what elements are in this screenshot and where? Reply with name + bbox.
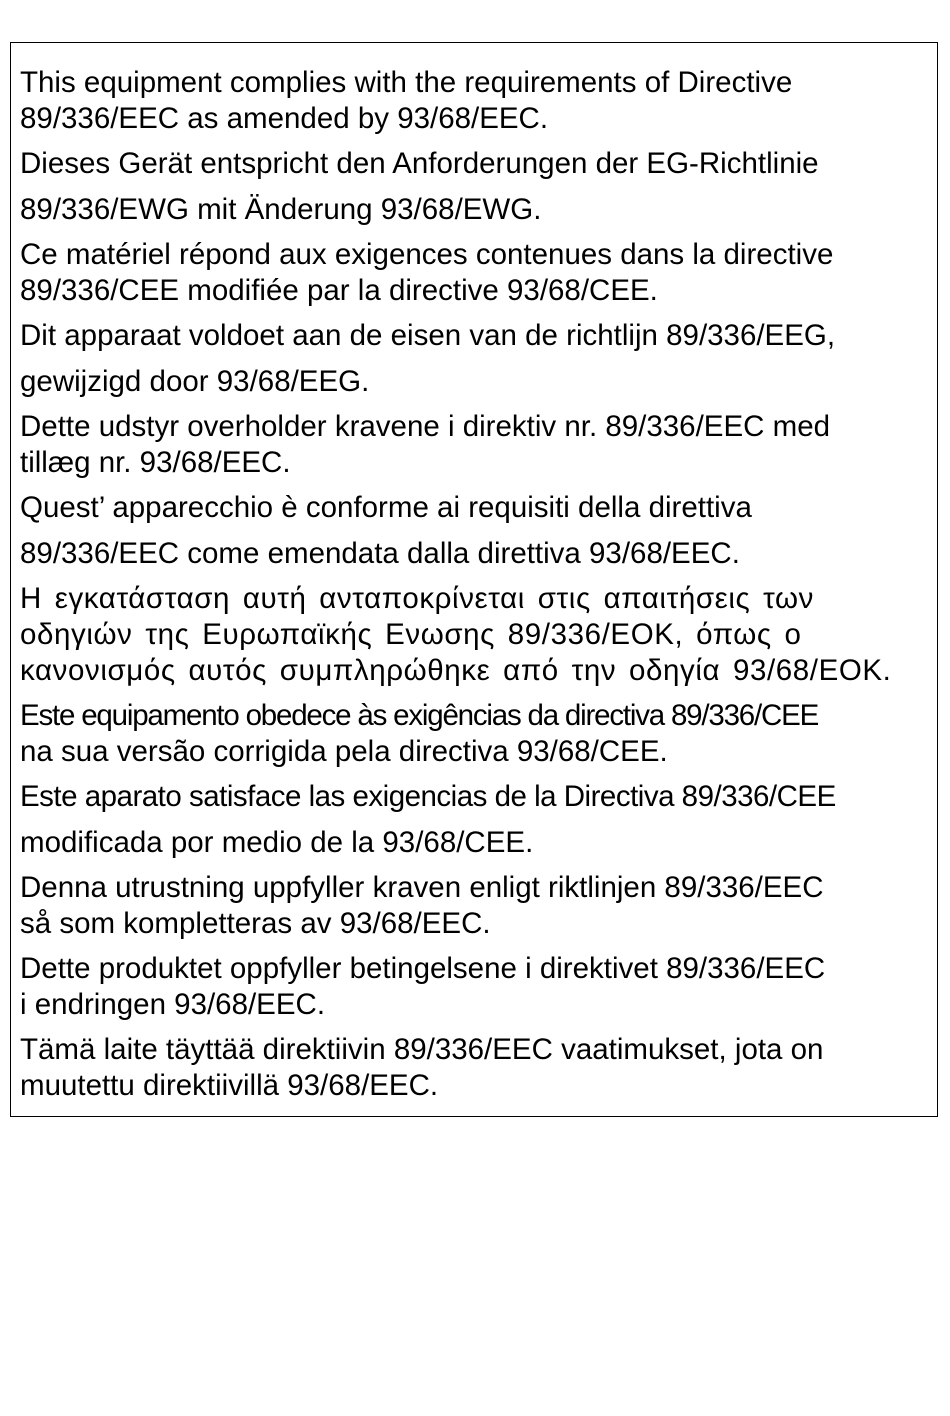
text-line: Este aparato satisface las exigencias de la Directiva 89/336/CEE [20,780,836,813]
text-line: tillæg nr. 93/68/EEC. [20,446,291,479]
text-line: 89/336/EWG mit Änderung 93/68/EWG. [20,193,542,226]
text-line: Dit apparaat voldoet aan de eisen van de richtlijn 89/336/EEG, [20,319,836,352]
text-line: Tämä laite täyttää direktiivin 89/336/EEC vaatimukset, jota on [20,1033,824,1066]
text-line: Dette produktet oppfyller betingelsene i direktivet 89/336/EEC [20,952,826,985]
text-line: οδηγιών της Ευρωπαϊκής Ενωσης 89/336/ΕΟΚ, όπως ο [20,618,802,651]
text-line: Η εγκατάσταση αυτή ανταποκρίνεται στις απαιτήσεις των [20,582,814,615]
text-line: 89/336/EEC come emendata dalla direttiva 93/68/EEC. [20,537,740,570]
paragraph-german [20,146,937,228]
paragraph-italian [20,490,937,572]
text-line: 89/336/EEC as amended by 93/68/EEC. [20,102,549,135]
paragraph-finnish [20,1032,937,1104]
text-line: Este equipamento obedece às exigências da directiva 89/336/CEE [20,699,819,732]
text-line: Dieses Gerät entspricht den Anforderungen der EG-Richtlinie [20,147,819,180]
paragraph-swedish [20,870,937,942]
compliance-notice-box [10,42,938,1117]
paragraph-danish [20,409,937,481]
text-line: Quest’ apparecchio è conforme ai requisiti della direttiva [20,491,752,524]
text-line: så som kompletteras av 93/68/EEC. [20,907,491,940]
text-line: na sua versão corrigida pela directiva 93/68/CEE. [20,735,668,768]
text-line: This equipment complies with the requirements of Directive [20,66,793,99]
text-line: Dette udstyr overholder kravene i direktiv nr. 89/336/EEC med [20,410,831,443]
paragraph-dutch [20,318,937,400]
paragraph-french [20,237,937,309]
paragraph-norwegian [20,951,937,1023]
text-line: gewijzigd door 93/68/EEG. [20,365,370,398]
text-line: modificada por medio de la 93/68/CEE. [20,826,534,859]
paragraph-english [20,65,937,137]
paragraph-spanish [20,779,937,861]
text-line: Denna utrustning uppfyller kraven enligt riktlinjen 89/336/EEC [20,871,824,904]
text-line: i endringen 93/68/EEC. [20,988,326,1021]
text-line: Ce matériel répond aux exigences contenues dans la directive [20,238,834,271]
text-line: muutettu direktiivillä 93/68/EEC. [20,1069,439,1102]
paragraph-portuguese [20,698,937,770]
text-line: 89/336/CEE modifiée par la directive 93/68/CEE. [20,274,658,307]
text-line: κανονισμός αυτός συμπληρώθηκε από την οδηγία 93/68/ΕΟΚ. [20,654,892,687]
paragraph-greek [20,581,937,689]
